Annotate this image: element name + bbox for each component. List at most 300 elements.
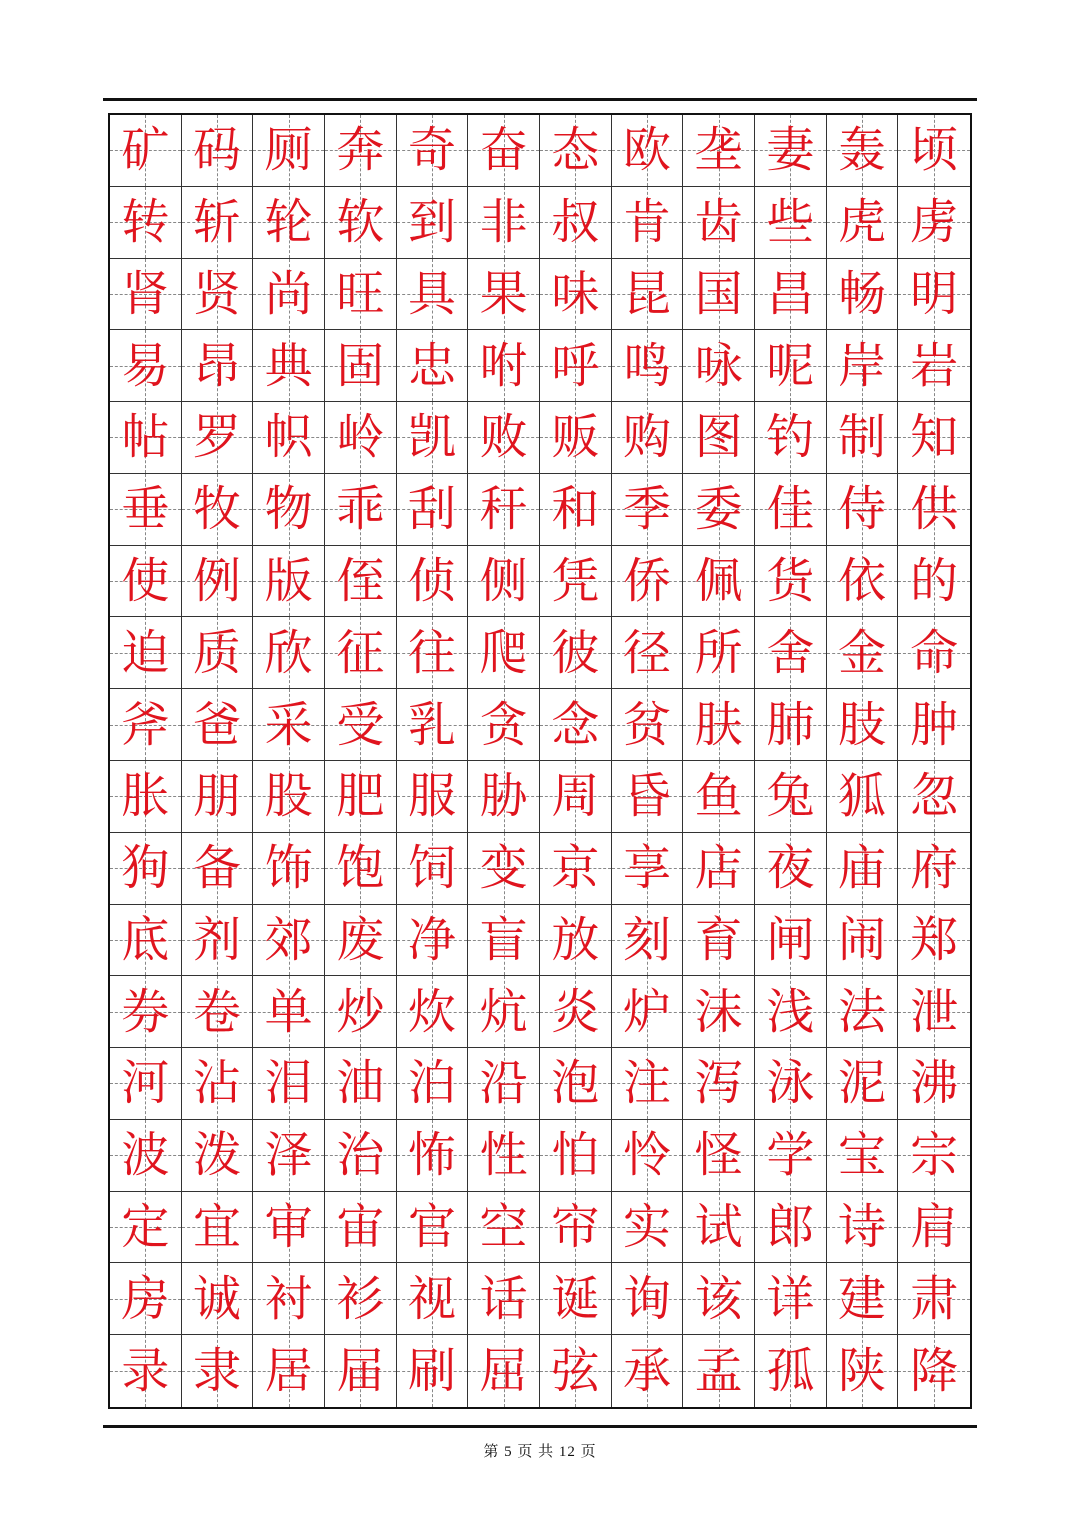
character: 欧: [622, 122, 671, 179]
character: 牧: [192, 481, 241, 538]
grid-cell: [612, 1120, 684, 1192]
grid-cell: [110, 833, 182, 905]
character: 闹: [837, 911, 886, 968]
grid-cell: [898, 187, 970, 259]
character: 放: [551, 911, 600, 968]
grid-cell: [683, 546, 755, 618]
character: 官: [407, 1199, 456, 1256]
character: 询: [622, 1270, 671, 1327]
grid-cell: [253, 833, 325, 905]
character: 帖: [121, 409, 170, 466]
grid-cell: [468, 905, 540, 977]
character: 帜: [264, 409, 313, 466]
character-grid: [108, 113, 972, 1409]
character: 图: [694, 409, 743, 466]
grid-cell: [325, 115, 397, 187]
grid-cell: [253, 1335, 325, 1407]
grid-cell: [612, 1335, 684, 1407]
character: 届: [336, 1343, 385, 1400]
character: 罗: [192, 409, 241, 466]
character: 废: [336, 911, 385, 968]
grid-cell: [397, 402, 469, 474]
grid-cell: [540, 187, 612, 259]
character: 味: [551, 265, 600, 322]
grid-cell: [827, 976, 899, 1048]
character: 刷: [407, 1343, 456, 1400]
character: 服: [407, 768, 456, 825]
character: 剂: [192, 911, 241, 968]
character: 到: [407, 194, 456, 251]
grid-cell: [253, 115, 325, 187]
character: 败: [479, 409, 528, 466]
grid-cell: [827, 1048, 899, 1120]
grid-cell: [898, 402, 970, 474]
character: 学: [766, 1127, 815, 1184]
character: 帘: [551, 1199, 600, 1256]
character: 昌: [766, 265, 815, 322]
grid-cell: [683, 187, 755, 259]
character: 轰: [837, 122, 886, 179]
grid-cell: [468, 474, 540, 546]
grid-cell: [540, 259, 612, 331]
character: 宝: [837, 1127, 886, 1184]
character: 受: [336, 696, 385, 753]
character: 呼: [551, 337, 600, 394]
character: 衬: [264, 1270, 313, 1327]
grid-cell: [325, 1048, 397, 1120]
grid-cell: [612, 833, 684, 905]
grid-cell: [898, 1120, 970, 1192]
grid-cell: [898, 115, 970, 187]
character: 固: [336, 337, 385, 394]
character: 岭: [336, 409, 385, 466]
grid-cell: [110, 1120, 182, 1192]
character: 乳: [407, 696, 456, 753]
character: 怖: [407, 1127, 456, 1184]
character: 佳: [766, 481, 815, 538]
grid-cell: [468, 1263, 540, 1335]
grid-cell: [755, 689, 827, 761]
grid-cell: [827, 115, 899, 187]
grid-cell: [755, 1192, 827, 1264]
character: 委: [694, 481, 743, 538]
grid-cell: [540, 617, 612, 689]
character: 奋: [479, 122, 528, 179]
grid-cell: [110, 1192, 182, 1264]
grid-cell: [898, 1048, 970, 1120]
grid-cell: [397, 1263, 469, 1335]
grid-cell: [468, 1335, 540, 1407]
character: 制: [837, 409, 886, 466]
grid-cell: [182, 259, 254, 331]
grid-cell: [612, 617, 684, 689]
grid-cell: [182, 187, 254, 259]
character: 典: [264, 337, 313, 394]
grid-cell: [540, 1263, 612, 1335]
character: 店: [694, 840, 743, 897]
character: 狗: [121, 840, 170, 897]
grid-cell: [182, 617, 254, 689]
grid-cell: [683, 1263, 755, 1335]
grid-cell: [827, 259, 899, 331]
grid-cell: [182, 905, 254, 977]
grid-cell: [898, 1263, 970, 1335]
character: 泻: [694, 1055, 743, 1112]
character: 侧: [479, 553, 528, 610]
grid-cell: [755, 761, 827, 833]
grid-cell: [827, 1263, 899, 1335]
grid-cell: [755, 1048, 827, 1120]
character: 孟: [694, 1343, 743, 1400]
character: 妻: [766, 122, 815, 179]
grid-cell: [612, 905, 684, 977]
character: 详: [766, 1270, 815, 1327]
grid-cell: [755, 833, 827, 905]
grid-cell: [325, 617, 397, 689]
character: 视: [407, 1270, 456, 1327]
character: 郑: [910, 911, 959, 968]
character: 肃: [910, 1270, 959, 1327]
character: 易: [121, 337, 170, 394]
grid-cell: [683, 617, 755, 689]
character: 炉: [622, 983, 671, 1040]
character: 昂: [192, 337, 241, 394]
character: 刮: [407, 481, 456, 538]
character: 治: [336, 1127, 385, 1184]
grid-cell: [468, 187, 540, 259]
character: 盲: [479, 911, 528, 968]
character: 泥: [837, 1055, 886, 1112]
character: 岩: [910, 337, 959, 394]
grid-cell: [683, 1048, 755, 1120]
grid-cell: [755, 259, 827, 331]
character: 忠: [407, 337, 456, 394]
character: 刻: [622, 911, 671, 968]
grid-cell: [540, 115, 612, 187]
character: 怪: [694, 1127, 743, 1184]
grid-cell: [898, 259, 970, 331]
character: 沿: [479, 1055, 528, 1112]
grid-cell: [683, 115, 755, 187]
character: 斩: [192, 194, 241, 251]
grid-cell: [827, 761, 899, 833]
character: 彼: [551, 624, 600, 681]
grid-cell: [397, 1048, 469, 1120]
character: 泄: [910, 983, 959, 1040]
grid-cell: [827, 402, 899, 474]
character: 侨: [622, 553, 671, 610]
character: 泼: [192, 1127, 241, 1184]
character: 建: [837, 1270, 886, 1327]
grid-cell: [755, 1263, 827, 1335]
grid-cell: [540, 330, 612, 402]
grid-cell: [325, 1192, 397, 1264]
grid-cell: [683, 474, 755, 546]
grid-cell: [898, 546, 970, 618]
grid-cell: [468, 1048, 540, 1120]
character: 备: [192, 840, 241, 897]
character: 叔: [551, 194, 600, 251]
character: 肾: [121, 265, 170, 322]
character: 闸: [766, 911, 815, 968]
grid-cell: [827, 617, 899, 689]
grid-cell: [182, 976, 254, 1048]
character: 采: [264, 696, 313, 753]
character: 秆: [479, 481, 528, 538]
grid-cell: [253, 1048, 325, 1120]
grid-cell: [325, 905, 397, 977]
grid-cell: [253, 1192, 325, 1264]
character: 庙: [837, 840, 886, 897]
character: 畅: [837, 265, 886, 322]
grid-cell: [182, 1192, 254, 1264]
character: 该: [694, 1270, 743, 1327]
character: 念: [551, 696, 600, 753]
grid-cell: [612, 976, 684, 1048]
grid-cell: [182, 833, 254, 905]
grid-cell: [253, 761, 325, 833]
grid-cell: [110, 1048, 182, 1120]
grid-cell: [397, 833, 469, 905]
grid-cell: [683, 976, 755, 1048]
character: 虎: [837, 194, 886, 251]
character: 弦: [551, 1343, 600, 1400]
grid-cell: [612, 330, 684, 402]
character: 朋: [192, 768, 241, 825]
character: 依: [837, 553, 886, 610]
character: 定: [121, 1199, 170, 1256]
grid-cell: [110, 689, 182, 761]
grid-cell: [110, 115, 182, 187]
grid-cell: [540, 689, 612, 761]
character: 呢: [766, 337, 815, 394]
character: 变: [479, 840, 528, 897]
character: 齿: [694, 194, 743, 251]
grid-cell: [540, 1048, 612, 1120]
grid-cell: [253, 402, 325, 474]
character: 试: [694, 1199, 743, 1256]
grid-cell: [468, 546, 540, 618]
grid-cell: [325, 976, 397, 1048]
grid-cell: [253, 905, 325, 977]
grid-cell: [182, 1263, 254, 1335]
character: 昏: [622, 768, 671, 825]
character: 泪: [264, 1055, 313, 1112]
character: 转: [121, 194, 170, 251]
grid-cell: [325, 1120, 397, 1192]
grid-cell: [253, 689, 325, 761]
grid-cell: [182, 402, 254, 474]
grid-cell: [182, 1120, 254, 1192]
character: 享: [622, 840, 671, 897]
character: 育: [694, 911, 743, 968]
grid-cell: [612, 546, 684, 618]
character: 咐: [479, 337, 528, 394]
character: 卷: [192, 983, 241, 1040]
character: 炊: [407, 983, 456, 1040]
grid-cell: [755, 1335, 827, 1407]
character: 沸: [910, 1055, 959, 1112]
character: 泳: [766, 1055, 815, 1112]
character: 胀: [121, 768, 170, 825]
character: 实: [622, 1199, 671, 1256]
character: 肯: [622, 194, 671, 251]
grid-cell: [468, 115, 540, 187]
character: 忽: [910, 768, 959, 825]
character: 具: [407, 265, 456, 322]
grid-cell: [253, 976, 325, 1048]
grid-cell: [612, 402, 684, 474]
grid-cell: [898, 617, 970, 689]
grid-cell: [397, 1335, 469, 1407]
character: 货: [766, 553, 815, 610]
grid-cell: [253, 546, 325, 618]
grid-cell: [898, 474, 970, 546]
character: 承: [622, 1343, 671, 1400]
character: 炎: [551, 983, 600, 1040]
grid-cell: [755, 187, 827, 259]
grid-cell: [827, 474, 899, 546]
character: 果: [479, 265, 528, 322]
grid-cell: [182, 761, 254, 833]
grid-cell: [325, 833, 397, 905]
character: 的: [910, 553, 959, 610]
character: 季: [622, 481, 671, 538]
grid-cell: [827, 330, 899, 402]
grid-cell: [755, 905, 827, 977]
grid-cell: [827, 833, 899, 905]
character: 饰: [264, 840, 313, 897]
grid-cell: [325, 259, 397, 331]
grid-cell: [110, 1263, 182, 1335]
character: 旺: [336, 265, 385, 322]
grid-cell: [540, 1192, 612, 1264]
grid-cell: [827, 546, 899, 618]
character: 往: [407, 624, 456, 681]
grid-cell: [110, 187, 182, 259]
character: 金: [837, 624, 886, 681]
character: 迫: [121, 624, 170, 681]
grid-cell: [612, 187, 684, 259]
grid-cell: [397, 761, 469, 833]
character: 版: [264, 553, 313, 610]
grid-cell: [325, 689, 397, 761]
grid-cell: [397, 115, 469, 187]
grid-cell: [612, 689, 684, 761]
character: 鱼: [694, 768, 743, 825]
grid-cell: [898, 330, 970, 402]
character: 和: [551, 481, 600, 538]
grid-cell: [325, 761, 397, 833]
grid-cell: [468, 833, 540, 905]
character: 性: [479, 1127, 528, 1184]
grid-cell: [540, 546, 612, 618]
character: 底: [121, 911, 170, 968]
character: 空: [479, 1199, 528, 1256]
grid-cell: [898, 689, 970, 761]
grid-cell: [612, 1263, 684, 1335]
grid-cell: [683, 259, 755, 331]
character: 话: [479, 1270, 528, 1327]
character: 贩: [551, 409, 600, 466]
grid-cell: [683, 330, 755, 402]
grid-cell: [253, 1120, 325, 1192]
character: 兔: [766, 768, 815, 825]
grid-cell: [755, 546, 827, 618]
grid-cell: [612, 1048, 684, 1120]
grid-cell: [110, 259, 182, 331]
grid-cell: [683, 833, 755, 905]
grid-cell: [182, 115, 254, 187]
grid-cell: [182, 689, 254, 761]
grid-cell: [397, 546, 469, 618]
character: 诗: [837, 1199, 886, 1256]
grid-cell: [468, 761, 540, 833]
grid-cell: [397, 905, 469, 977]
character: 注: [622, 1055, 671, 1112]
character: 凭: [551, 553, 600, 610]
character: 券: [121, 983, 170, 1040]
grid-cell: [755, 976, 827, 1048]
grid-cell: [325, 330, 397, 402]
character: 宗: [910, 1127, 959, 1184]
character: 垂: [121, 481, 170, 538]
character: 非: [479, 194, 528, 251]
character: 怜: [622, 1127, 671, 1184]
character: 径: [622, 624, 671, 681]
character: 沾: [192, 1055, 241, 1112]
grid-cell: [468, 689, 540, 761]
character: 尚: [264, 265, 313, 322]
character: 昆: [622, 265, 671, 322]
character: 狐: [837, 768, 886, 825]
grid-cell: [827, 1192, 899, 1264]
character: 沫: [694, 983, 743, 1040]
grid-cell: [110, 474, 182, 546]
grid-cell: [397, 330, 469, 402]
character: 岸: [837, 337, 886, 394]
top-rule: [103, 98, 977, 101]
grid-cell: [397, 689, 469, 761]
grid-cell: [755, 330, 827, 402]
character: 降: [910, 1343, 959, 1400]
bottom-rule: [103, 1425, 977, 1428]
character: 软: [336, 194, 385, 251]
character: 饱: [336, 840, 385, 897]
character: 咏: [694, 337, 743, 394]
character: 泊: [407, 1055, 456, 1112]
character: 爬: [479, 624, 528, 681]
character: 波: [121, 1127, 170, 1184]
grid-cell: [898, 1192, 970, 1264]
grid-cell: [898, 761, 970, 833]
grid-cell: [827, 1335, 899, 1407]
grid-cell: [397, 1120, 469, 1192]
character: 态: [551, 122, 600, 179]
character: 侦: [407, 553, 456, 610]
character: 股: [264, 768, 313, 825]
character: 孤: [766, 1343, 815, 1400]
grid-cell: [397, 474, 469, 546]
character: 郎: [766, 1199, 815, 1256]
grid-cell: [110, 330, 182, 402]
grid-cell: [540, 905, 612, 977]
character: 肺: [766, 696, 815, 753]
character: 舍: [766, 624, 815, 681]
character: 周: [551, 768, 600, 825]
grid-cell: [755, 474, 827, 546]
character: 供: [910, 481, 959, 538]
